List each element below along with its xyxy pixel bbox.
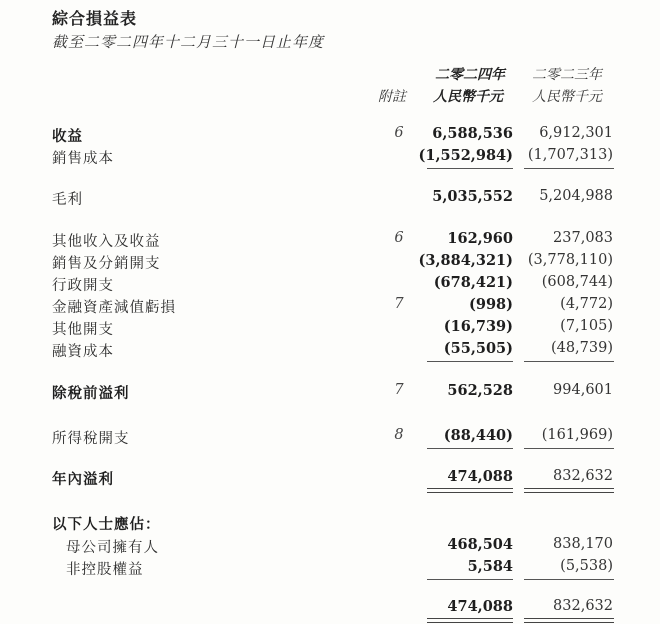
subtotal-line [427,448,513,449]
row-note: 6 [394,125,404,141]
row-value-2023: (7,105) [560,318,613,334]
subtotal-line [427,168,513,169]
row-value-2024: (3,884,321) [418,252,513,269]
row-label: 以下人士應佔： [52,517,161,533]
subtotal-line [524,168,614,169]
row-label: 除稅前溢利 [52,386,130,402]
row-value-2024: (88,440) [443,427,513,444]
row-value-2023: 838,170 [553,536,613,552]
total-double-line [427,618,513,623]
table-row [0,296,660,318]
col-2024-unit: 人民幣千元 [433,89,503,105]
row-value-2023: 832,632 [553,598,613,614]
row-value-2024: 562,528 [447,382,513,399]
row-value-2024: 162,960 [447,230,513,247]
col-2024-year: 二零二四年 [435,67,505,83]
table-row [0,274,660,296]
subtotal-line [427,361,513,362]
total-double-line [427,488,513,493]
table-row [0,598,660,620]
row-label: 金融資產減值虧損 [52,300,176,316]
row-value-2024: 6,588,536 [432,125,513,142]
row-value-2023: (5,538) [560,558,613,574]
row-value-2023: (48,739) [550,340,613,356]
table-row [0,558,660,580]
row-value-2023: (161,969) [541,427,613,443]
subtotal-line [524,361,614,362]
row-value-2023: 994,601 [553,382,613,398]
subtotal-line [524,448,614,449]
row-value-2024: 5,035,552 [432,188,513,205]
table-row [0,468,660,490]
row-label: 融資成本 [52,344,114,360]
row-value-2024: (998) [469,296,513,313]
table-row [0,382,660,404]
row-value-2023: 237,083 [553,230,613,246]
row-label: 所得稅開支 [52,431,130,447]
row-label: 收益 [52,129,83,145]
row-value-2024: (1,552,984) [418,147,513,164]
row-label: 銷售成本 [52,151,114,167]
table-row [0,230,660,252]
row-value-2023: (608,744) [541,274,613,290]
row-value-2023: (4,772) [560,296,613,312]
row-value-2023: (3,778,110) [527,252,613,268]
table-row [0,340,660,362]
subtotal-line [524,579,614,580]
row-label: 母公司擁有人 [66,540,159,556]
row-value-2024: 474,088 [447,598,513,615]
row-value-2024: (16,739) [443,318,513,335]
row-value-2024: 5,584 [467,558,513,575]
row-label: 其他收入及收益 [52,234,161,250]
table-row [0,252,660,274]
row-label: 銷售及分銷開支 [52,256,161,272]
table-row [0,536,660,558]
total-double-line [524,618,614,623]
table-row [0,125,660,147]
total-double-line [524,488,614,493]
statement-title: 綜合損益表 [52,9,138,28]
table-row [0,318,660,340]
row-label: 其他開支 [52,322,114,338]
row-value-2024: (678,421) [433,274,513,291]
row-note: 7 [394,382,404,398]
table-row [0,147,660,169]
row-label: 毛利 [52,192,83,208]
statement-subtitle: 截至二零二四年十二月三十一日止年度 [52,33,325,51]
table-row [0,427,660,449]
row-value-2023: (1,707,313) [527,147,613,163]
col-2023-year: 二零二三年 [532,67,602,83]
table-row [0,513,660,535]
row-label: 行政開支 [52,278,114,294]
row-note: 7 [394,296,404,312]
row-value-2023: 6,912,301 [539,125,613,141]
table-row [0,188,660,210]
row-label: 非控股權益 [66,562,144,578]
subtotal-line [427,579,513,580]
row-value-2023: 832,632 [553,468,613,484]
row-value-2023: 5,204,988 [539,188,613,204]
row-value-2024: 468,504 [447,536,513,553]
row-value-2024: 474,088 [447,468,513,485]
row-value-2024: (55,505) [443,340,513,357]
row-note: 6 [394,230,404,246]
note-header: 附註 [378,89,406,105]
row-label: 年內溢利 [52,472,114,488]
row-note: 8 [394,427,404,443]
col-2023-unit: 人民幣千元 [532,89,602,105]
